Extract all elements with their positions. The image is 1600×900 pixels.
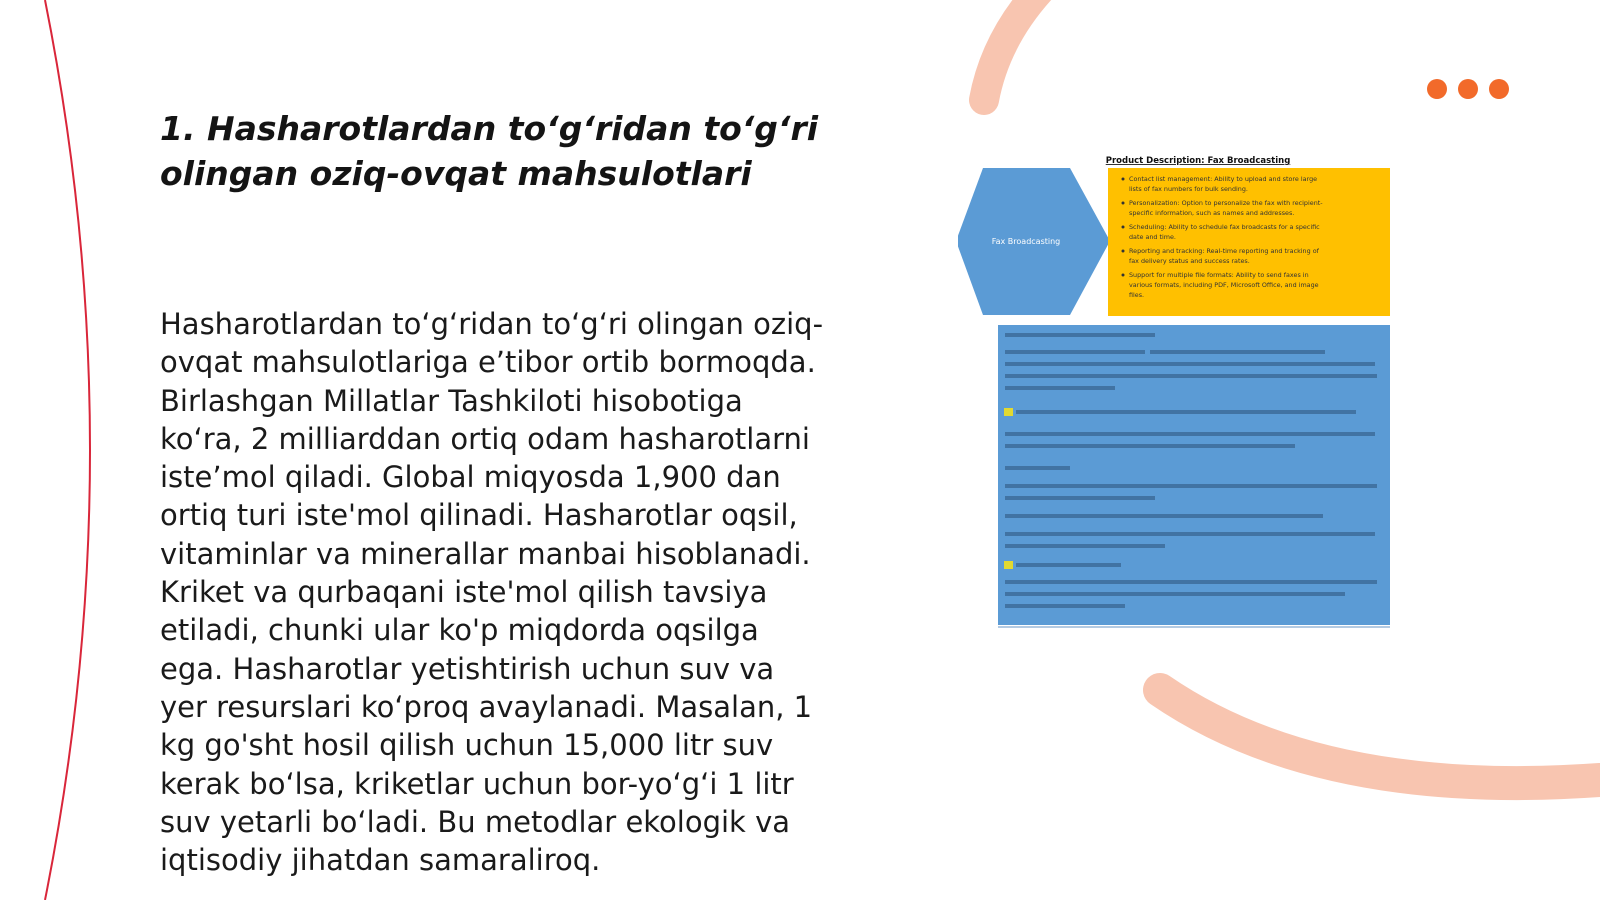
- body-line: suv yetarli bo‘ladi. Bu metodlar ekologik va: [160, 804, 790, 839]
- dot-3: [1489, 79, 1509, 99]
- body-line: kg go'sht hosil qilish uchun 15,000 litr suv: [160, 728, 774, 763]
- dot-1: [1427, 79, 1447, 99]
- feature-line: files.: [1129, 291, 1145, 299]
- image-heading: Product Description: Fax Broadcasting: [1105, 156, 1291, 166]
- body-line: ega. Hasharotlar yetishtirish uchun suv va: [160, 651, 775, 686]
- feature-line: date and time.: [1129, 233, 1176, 241]
- feature-line: Personalization: Option to personalize the fax with recipient-: [1129, 199, 1323, 207]
- top-orange-arc: [984, 0, 1040, 100]
- body-line: iqtisodiy jihatdan samaraliroq.: [160, 843, 601, 878]
- body-line: ko‘ra, 2 milliarddan ortiq odam hasharotlarni: [160, 421, 810, 456]
- feature-line: lists of fax numbers for bulk sending.: [1129, 185, 1248, 193]
- bottom-orange-arc: [1160, 690, 1600, 783]
- hexagon-label: Fax Broadcasting: [991, 237, 1061, 246]
- feature-line: fax delivery status and success rates.: [1129, 257, 1250, 265]
- body-line: Birlashgan Millatlar Tashkiloti hisobotiga: [160, 383, 743, 418]
- feature-line: Scheduling: Ability to schedule fax broadcasts for a specific: [1129, 223, 1320, 231]
- feature-line: Support for multiple file formats: Ability to send faxes in: [1129, 271, 1309, 279]
- body-line: yer resurslari ko‘proq avaylanadi. Masalan, 1: [160, 689, 813, 724]
- feature-line: specific information, such as names and addresses.: [1129, 209, 1295, 217]
- slide-body: [160, 305, 860, 879]
- title-line: 1. Hasharotlardan to‘g‘ridan to‘g‘ri: [160, 109, 819, 148]
- body-line: kerak bo‘lsa, kriketlar uchun bor-yo‘g‘i 1 litr: [160, 766, 794, 801]
- body-line: etiladi, chunki ular ko'p miqdorda oqsilga: [160, 613, 759, 648]
- feature-line: Contact list management: Ability to upload and store large: [1129, 175, 1318, 183]
- feature-line: various formats, including PDF, Microsoft Office, and image: [1129, 281, 1319, 289]
- body-line: vitaminlar va minerallar manbai hisoblanadi.: [160, 536, 811, 571]
- red-curve-line: [45, 0, 90, 900]
- body-line: Kriket va qurbaqani iste'mol qilish tavsiya: [160, 575, 768, 610]
- product-description-image: [958, 150, 1393, 635]
- body-line: ortiq turi iste'mol qilinadi. Hasharotlar oqsil,: [160, 498, 798, 533]
- body-line: Hasharotlardan to‘g‘ridan to‘g‘ri olingan oziq-: [160, 307, 824, 341]
- dot-2: [1458, 79, 1478, 99]
- slide-title: [160, 106, 880, 196]
- feature-line: Reporting and tracking: Real-time reporting and tracking of: [1129, 247, 1319, 255]
- title-line: olingan oziq-ovqat mahsulotlari: [160, 154, 752, 193]
- body-line: iste’mol qiladi. Global miqyosda 1,900 dan: [160, 460, 781, 495]
- body-line: ovqat mahsulotlariga e’tibor ortib bormoqda.: [160, 345, 816, 380]
